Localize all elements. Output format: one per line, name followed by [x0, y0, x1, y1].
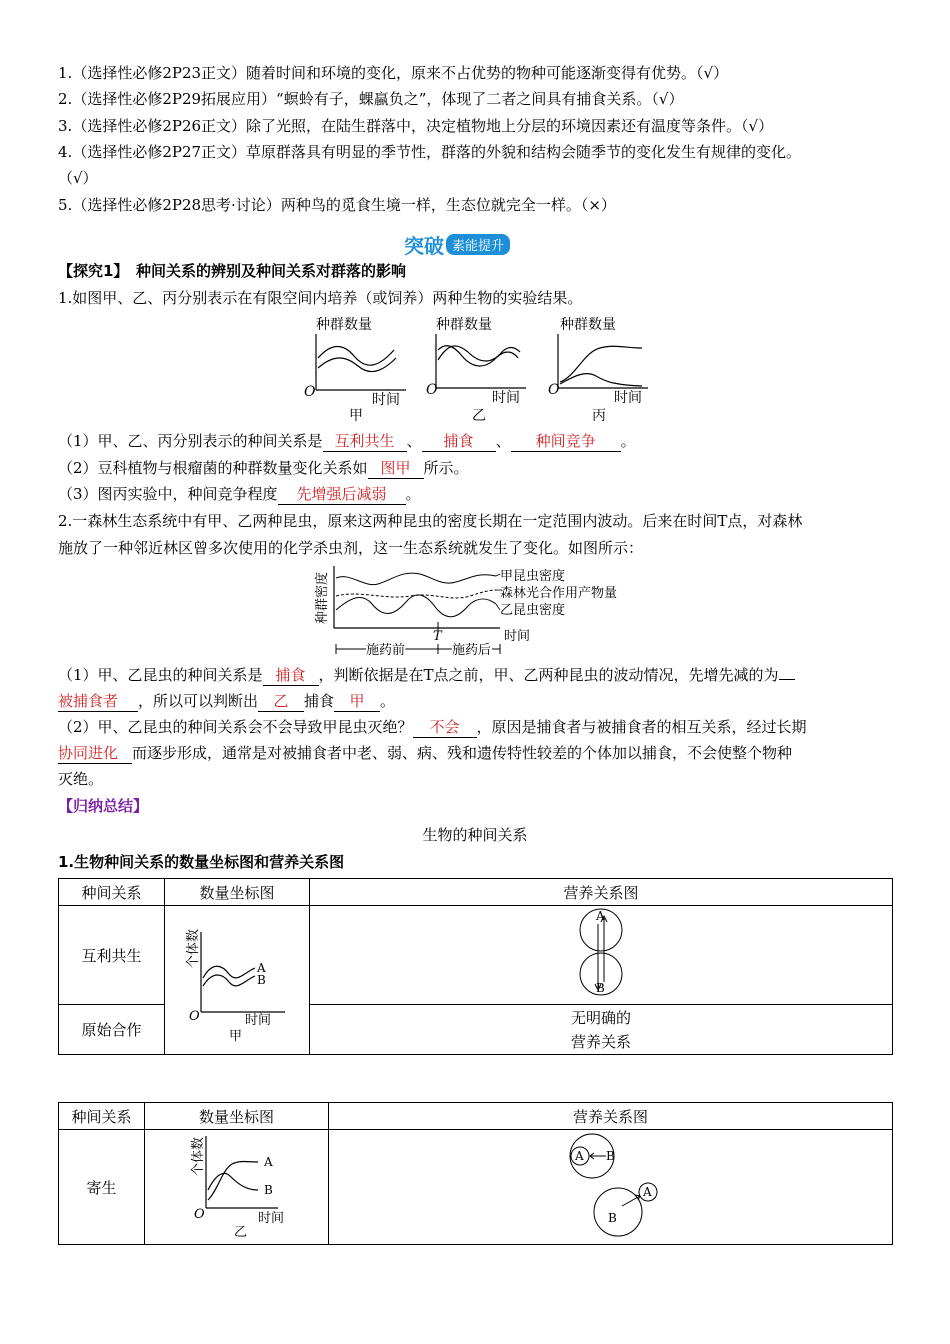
relation-mutualism: 互利共生	[59, 906, 165, 1005]
trophic-b-1: B	[596, 981, 605, 995]
q1-2: （2）豆科植物与根瘤菌的种群数量变化关系如 图甲 所示。	[58, 459, 469, 477]
answer-1-1a: 互利共生	[323, 431, 407, 452]
banner-sub: 素能提升	[446, 234, 510, 255]
graph-jia-ylabel: 种群数量	[316, 317, 372, 333]
quantity-graph-mutualism-cell	[165, 906, 310, 1055]
graph-yi-xlabel: 时间	[492, 390, 520, 406]
banner-main: 突破	[404, 234, 444, 258]
trophic-a-2a: A	[574, 1149, 584, 1163]
quantity-graph-parasitism	[162, 1130, 312, 1240]
header-quantity-2: 数量坐标图	[145, 1103, 329, 1130]
axis-x-2: 时间	[257, 1211, 284, 1226]
q2-line1: 2.一森林生态系统中有甲、乙两种昆虫，原来这两种昆虫的密度长期在一定范围内波动。后来在时间T点，对森林	[58, 512, 803, 530]
q1-3: （3）图丙实验中，种间竞争程度 先增强后减弱 。	[58, 485, 421, 503]
q2-line2: 施放了一种邻近林区曾多次使用的化学杀虫剂，这一生态系统就发生了变化。如图所示：	[58, 539, 644, 557]
trophic-diagram-mutualism	[571, 906, 631, 1000]
section-banner	[404, 230, 544, 256]
label-a-2: A	[263, 1155, 273, 1169]
trophic-diagram-parasitism	[556, 1130, 666, 1240]
axis-x-1: 时间	[245, 1013, 272, 1028]
fig2-xlabel: 时间	[504, 629, 531, 644]
graph-yi-name: 乙	[472, 408, 486, 424]
fig2-before: 施药前	[366, 643, 406, 658]
quantity-graph-parasitism-cell	[145, 1130, 329, 1245]
graph-name-1: 甲	[229, 1029, 243, 1044]
trophic-parasitism-cell	[329, 1130, 893, 1245]
statement-1: 1.（选择性必修2P23正文）随着时间和环境的变化，原来不占优势的物种可能逐渐变得有优势。（√）	[58, 64, 729, 82]
q1-intro: 1.如图甲、乙、丙分别表示在有限空间内培养（或饲养）两种生物的实验结果。	[58, 289, 583, 307]
graph-jia-origin: O	[304, 384, 316, 400]
header-relation-2: 种间关系	[59, 1103, 145, 1130]
answer-2-2a: 不会	[413, 717, 477, 738]
graph-bing-ylabel: 种群数量	[560, 317, 616, 333]
header-quantity: 数量坐标图	[165, 879, 310, 906]
summary-center-title: 生物的种间关系	[422, 826, 528, 844]
q2-2-line2: 协同进化 而逐步形成，通常是对被捕食者中老、弱、病、残和遗传特性较差的个体加以捕食，不会使整个物种	[58, 744, 793, 762]
header-relation: 种间关系	[59, 879, 165, 906]
relation-table-1	[58, 878, 893, 1055]
trophic-b-2b: B	[607, 1211, 617, 1225]
label-b-1: B	[257, 973, 266, 987]
trophic-a-2b: A	[642, 1185, 652, 1199]
insect-density-figure	[310, 560, 650, 660]
trophic-b-2a: B	[605, 1149, 615, 1163]
header-trophic-2: 营养关系图	[329, 1103, 893, 1130]
q2-1-line2: 被捕食者 ，所以可以判断出 乙 捕食 甲 。	[58, 692, 396, 710]
graph-bing	[548, 316, 648, 424]
trophic-mutualism-cell	[310, 906, 893, 1005]
graph-yi-origin: O	[426, 382, 438, 398]
quantity-graph-mutualism	[167, 908, 307, 1048]
graph-yi-ylabel: 种群数量	[436, 317, 492, 333]
label-a-1: A	[257, 961, 266, 975]
header-trophic: 营养关系图	[310, 879, 893, 906]
origin-2: O	[193, 1207, 205, 1222]
fig2-legend-3: 乙昆虫密度	[500, 603, 566, 618]
summary-sub-title: 1.生物种间关系的数量坐标图和营养关系图	[58, 853, 345, 871]
answer-1-1b: 捕食	[422, 431, 496, 452]
relation-parasitism: 寄生	[59, 1130, 145, 1245]
answer-1-1c: 种间竞争	[511, 431, 621, 452]
axis-y-1: 个体数	[186, 928, 201, 968]
graph-jia-xlabel: 时间	[372, 392, 400, 408]
trophic-a-1: A	[596, 909, 605, 923]
axis-y-2: 个体数	[190, 1136, 206, 1176]
trophic-protocooperation: 无明确的 营养关系	[310, 1005, 893, 1055]
q2-1-line1: （1）甲、乙昆虫的种间关系是 捕食 ，判断依据是在T点之前，甲、乙两种昆虫的波动情况，先增先减的为	[58, 664, 795, 686]
relation-table-2	[58, 1102, 893, 1245]
statement-4-tail: （√）	[58, 169, 98, 187]
summary-tag: 【归纳总结】	[58, 797, 149, 815]
q2-2-line1: （2）甲、乙昆虫的种间关系会不会导致甲昆虫灭绝？ 不会 ，原因是捕食者与被捕食者的相互关系，经过长期	[58, 718, 807, 736]
fig2-t: T	[433, 629, 442, 644]
answer-2-1b: 被捕食者	[58, 691, 138, 712]
fig2-legend-1: 甲昆虫密度	[500, 569, 566, 584]
q2-2-line3: 灭绝。	[58, 770, 104, 788]
label-b-2: B	[263, 1183, 273, 1197]
answer-2-1d: 甲	[334, 691, 380, 712]
relation-protocooperation: 原始合作	[59, 1005, 165, 1055]
graph-group-1	[296, 312, 666, 424]
statement-4: 4.（选择性必修2P27正文）草原群落具有明显的季节性，群落的外貌和结构会随季节的变化发生有规律的变化。	[58, 143, 802, 161]
fig2-ylabel: 种群密度	[315, 571, 330, 624]
statement-2: 2.（选择性必修2P29拓展应用）“螟蛉有子，蜾蠃负之”，体现了二者之间具有捕食关系。（√）	[58, 90, 684, 108]
explore1-title: 【探究1】 种间关系的辨别及种间关系对群落的影响	[58, 262, 406, 280]
answer-1-2: 图甲	[368, 458, 424, 479]
graph-yi	[426, 316, 526, 424]
graph-bing-xlabel: 时间	[614, 390, 642, 406]
fig2-after: 施药后	[452, 643, 492, 658]
graph-bing-name: 丙	[592, 408, 606, 424]
answer-2-2b: 协同进化	[58, 743, 132, 764]
fig2-legend-2: 森林光合作用产物量	[500, 586, 618, 601]
statement-5: 5.（选择性必修2P28思考·讨论）两种鸟的觅食生境一样，生态位就完全一样。（×）	[58, 196, 616, 214]
answer-1-3: 先增强后减弱	[278, 484, 406, 505]
graph-jia	[304, 316, 406, 424]
statement-3: 3.（选择性必修2P26正文）除了光照，在陆生群落中，决定植物地上分层的环境因素还有温度等条件。（√）	[58, 117, 774, 135]
graph-jia-name: 甲	[349, 408, 363, 424]
answer-2-1c: 乙	[258, 691, 304, 712]
q1-1: （1）甲、乙、丙分别表示的种间关系是 互利共生 、 捕食 、 种间竞争 。	[58, 432, 636, 450]
graph-name-2: 乙	[233, 1225, 247, 1240]
origin-1: O	[189, 1009, 200, 1024]
graph-bing-origin: O	[548, 382, 560, 398]
answer-2-1a: 捕食	[263, 665, 319, 686]
